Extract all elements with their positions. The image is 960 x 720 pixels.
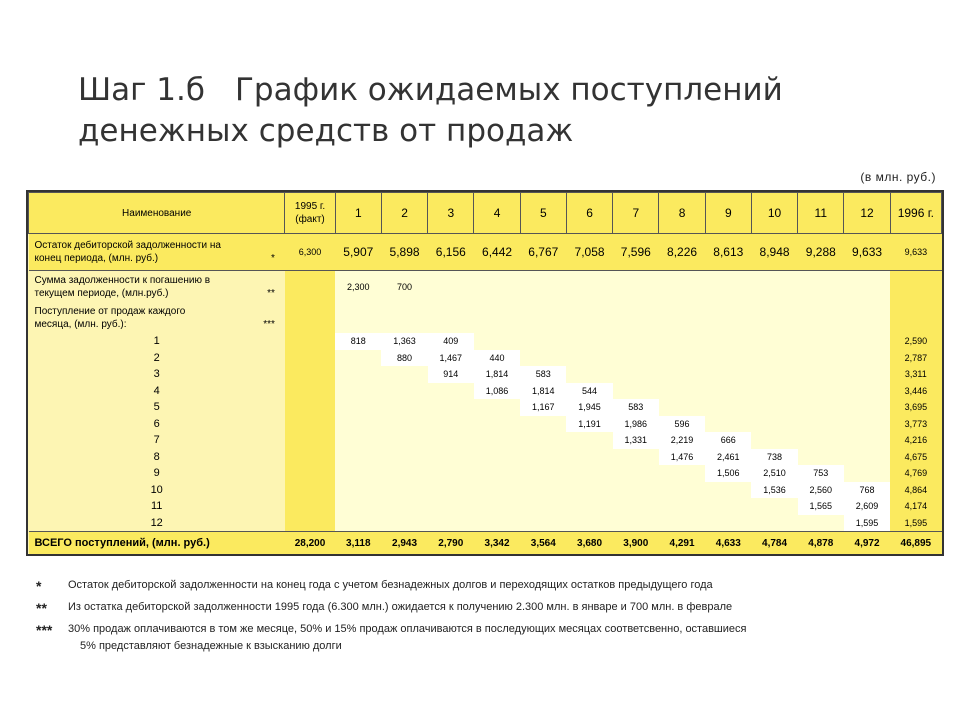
footnote-continuation: 5% представляют безнадежные к взысканию долги (80, 640, 342, 652)
month-receipts-row (29, 482, 942, 499)
receivables-month: 8,948 (751, 234, 797, 271)
month-row-empty (520, 465, 566, 482)
total-month: 2,790 (428, 532, 474, 555)
month-row-fact (285, 383, 335, 400)
sales-income-header-row (29, 303, 942, 333)
total-fact: 28,200 (285, 532, 335, 555)
month-row-value: 1,331 (613, 432, 659, 449)
month-row-empty (428, 449, 474, 466)
total-year: 46,895 (890, 532, 941, 555)
month-receipts-row (29, 416, 942, 433)
month-row-value: 1,363 (381, 333, 427, 350)
month-row-empty (335, 350, 381, 367)
repayment-month (798, 271, 844, 304)
receivables-label: Остаток дебиторской задолженности на конец периода, (млн. руб.) * (29, 234, 285, 271)
month-row-value: 2,560 (798, 482, 844, 499)
month-row-empty (844, 383, 890, 400)
repayment-month (566, 271, 612, 304)
month-row-label: 3 (153, 368, 160, 381)
title-step: Шаг 1.б (78, 72, 205, 108)
month-receipts-row (29, 449, 942, 466)
month-row-year: 4,216 (890, 432, 941, 449)
total-month: 4,633 (705, 532, 751, 555)
month-row-value: 2,219 (659, 432, 705, 449)
month-row-value: 409 (428, 333, 474, 350)
month-row-fact (285, 465, 335, 482)
repayment-month (705, 271, 751, 304)
month-row-empty (335, 383, 381, 400)
month-row-empty (751, 416, 797, 433)
month-row-label: 10 (150, 483, 163, 496)
month-row-empty (613, 350, 659, 367)
month-row-empty (798, 515, 844, 532)
month-row-value: 1,506 (705, 465, 751, 482)
month-row-empty (335, 465, 381, 482)
month-row-label: 1 (153, 335, 160, 348)
month-row-value: 596 (659, 416, 705, 433)
month-row-empty (798, 350, 844, 367)
footnote-text: Остаток дебиторской задолженности на конец года с учетом безнадежных долгов и переходящих остатков предыдущего года (68, 579, 713, 591)
month-row-label: 9 (153, 467, 160, 480)
month-row-year: 4,174 (890, 498, 941, 515)
month-row-label: 7 (153, 434, 160, 447)
total-month: 2,943 (381, 532, 427, 555)
sales-income-month (474, 303, 520, 333)
receivables-month: 9,288 (798, 234, 844, 271)
month-row-value: 1,536 (751, 482, 797, 499)
month-row-label: 2 (153, 351, 160, 364)
month-receipts-row (29, 399, 942, 416)
header-year: 1996 г. (890, 193, 941, 234)
sales-income-fact (285, 303, 335, 333)
month-row-value: 1,945 (566, 399, 612, 416)
month-receipts-row (29, 383, 942, 400)
month-row-empty (381, 366, 427, 383)
month-row-value: 440 (474, 350, 520, 367)
month-row-empty (751, 350, 797, 367)
month-row-empty (428, 399, 474, 416)
month-row-empty (381, 465, 427, 482)
month-row-value: 1,814 (520, 383, 566, 400)
footnote-text: Из остатка дебиторской задолженности 1995 года (6.300 млн.) ожидается к получению 2.300 млн. в январе и 700 млн. в феврале (68, 601, 733, 613)
month-row-empty (428, 432, 474, 449)
month-row-empty (428, 482, 474, 499)
month-row-value: 544 (566, 383, 612, 400)
month-row-empty (613, 498, 659, 515)
receivables-month: 7,058 (566, 234, 612, 271)
month-row-empty (798, 366, 844, 383)
total-month: 3,342 (474, 532, 520, 555)
month-row-empty (381, 498, 427, 515)
month-row-year: 3,773 (890, 416, 941, 433)
month-row-fact (285, 515, 335, 532)
total-row (29, 532, 942, 555)
month-row-fact (285, 416, 335, 433)
header-name: Наименование (29, 193, 285, 234)
month-row-empty (335, 482, 381, 499)
sales-income-month (613, 303, 659, 333)
month-row-empty (566, 482, 612, 499)
receivables-month: 6,156 (428, 234, 474, 271)
month-row-empty (751, 515, 797, 532)
footnote-mark: * (36, 578, 42, 594)
repayment-month (613, 271, 659, 304)
month-row-value: 753 (798, 465, 844, 482)
month-receipts-row (29, 515, 942, 532)
repayment-fact (285, 271, 335, 304)
month-row-fact (285, 482, 335, 499)
month-row-empty (751, 432, 797, 449)
month-row-empty (613, 515, 659, 532)
month-row-empty (381, 432, 427, 449)
repayment-month: 700 (381, 271, 427, 304)
month-row-empty (335, 416, 381, 433)
header-month: 4 (474, 193, 520, 234)
month-row-year: 3,695 (890, 399, 941, 416)
month-row-empty (520, 449, 566, 466)
month-row-empty (474, 498, 520, 515)
month-row-empty (520, 432, 566, 449)
header-month: 1 (335, 193, 381, 234)
month-row-empty (659, 399, 705, 416)
month-row-fact (285, 432, 335, 449)
month-row-empty (659, 350, 705, 367)
repayment-year (890, 271, 941, 304)
header-month: 10 (751, 193, 797, 234)
month-row-fact (285, 350, 335, 367)
month-row-empty (474, 482, 520, 499)
month-row-empty (844, 465, 890, 482)
total-month: 4,878 (798, 532, 844, 555)
month-row-value: 1,467 (428, 350, 474, 367)
month-row-empty (381, 399, 427, 416)
repayment-month (474, 271, 520, 304)
month-row-empty (844, 449, 890, 466)
month-row-empty (659, 333, 705, 350)
month-row-value: 768 (844, 482, 890, 499)
header-month: 3 (428, 193, 474, 234)
month-row-empty (566, 432, 612, 449)
month-row-label: 12 (150, 516, 163, 529)
month-row-empty (844, 333, 890, 350)
month-row-empty (335, 515, 381, 532)
sales-income-month (335, 303, 381, 333)
month-row-value: 818 (335, 333, 381, 350)
month-row-value: 666 (705, 432, 751, 449)
month-row-empty (751, 383, 797, 400)
month-row-empty (474, 416, 520, 433)
sales-income-month (844, 303, 890, 333)
month-row-empty (613, 333, 659, 350)
month-row-empty (751, 498, 797, 515)
month-row-empty (751, 333, 797, 350)
month-row-empty (428, 383, 474, 400)
month-row-year: 3,446 (890, 383, 941, 400)
month-row-empty (474, 449, 520, 466)
month-row-empty (335, 366, 381, 383)
month-row-empty (659, 383, 705, 400)
receivables-month: 5,898 (381, 234, 427, 271)
month-row-value: 1,595 (844, 515, 890, 532)
month-row-value: 2,609 (844, 498, 890, 515)
month-row-value: 1,814 (474, 366, 520, 383)
header-month: 9 (705, 193, 751, 234)
month-receipts-row (29, 366, 942, 383)
repayment-label: Сумма задолженности к погашению в текущем периоде, (млн.руб.) ** (34, 275, 275, 299)
receivables-month: 8,226 (659, 234, 705, 271)
footnote-text: 30% продаж оплачиваются в том же месяце, 50% и 15% продаж оплачиваются в последующих месяцах соответсвенно, оставшиеся (68, 623, 747, 635)
total-month: 4,291 (659, 532, 705, 555)
month-row-empty (659, 366, 705, 383)
month-row-empty (520, 482, 566, 499)
month-row-empty (474, 515, 520, 532)
month-row-empty (381, 482, 427, 499)
slide-title (78, 70, 783, 152)
month-row-empty (798, 432, 844, 449)
footnote-mark: *** (36, 622, 53, 638)
repayment-month (659, 271, 705, 304)
month-row-empty (798, 383, 844, 400)
month-row-fact (285, 399, 335, 416)
month-row-empty (844, 366, 890, 383)
month-row-empty (751, 399, 797, 416)
month-row-value: 2,461 (705, 449, 751, 466)
month-row-empty (381, 515, 427, 532)
month-row-empty (844, 432, 890, 449)
header-month: 6 (566, 193, 612, 234)
month-row-label: 6 (153, 417, 160, 430)
month-row-empty (566, 366, 612, 383)
month-row-year: 4,675 (890, 449, 941, 466)
receivables-month: 6,767 (520, 234, 566, 271)
receivables-month: 8,613 (705, 234, 751, 271)
month-row-empty (659, 498, 705, 515)
month-row-value: 1,191 (566, 416, 612, 433)
month-row-empty (613, 366, 659, 383)
receivables-fact: 6,300 (285, 234, 335, 271)
receivables-month: 9,633 (844, 234, 890, 271)
month-row-value: 2,510 (751, 465, 797, 482)
month-row-value: 1,086 (474, 383, 520, 400)
month-row-year: 3,311 (890, 366, 941, 383)
receivables-year: 9,633 (890, 234, 941, 271)
month-row-year: 2,787 (890, 350, 941, 367)
month-row-empty (705, 515, 751, 532)
month-receipts-row (29, 350, 942, 367)
month-row-empty (798, 399, 844, 416)
sales-income-month (659, 303, 705, 333)
month-row-value: 914 (428, 366, 474, 383)
month-row-empty (613, 482, 659, 499)
month-row-label: 4 (153, 384, 160, 397)
month-row-empty (705, 366, 751, 383)
month-row-empty (566, 333, 612, 350)
month-row-empty (381, 449, 427, 466)
month-row-empty (798, 416, 844, 433)
header-fact: 1995 г. (факт) (285, 193, 335, 234)
total-month: 3,900 (613, 532, 659, 555)
month-row-empty (566, 350, 612, 367)
month-row-value: 1,565 (798, 498, 844, 515)
footnote-mark: ** (36, 600, 47, 616)
sales-income-month (566, 303, 612, 333)
month-row-fact (285, 366, 335, 383)
month-row-year: 4,864 (890, 482, 941, 499)
month-row-value: 880 (381, 350, 427, 367)
month-row-empty (474, 399, 520, 416)
header-month: 2 (381, 193, 427, 234)
month-row-value: 1,167 (520, 399, 566, 416)
month-row-empty (659, 515, 705, 532)
table-header-row (29, 193, 942, 234)
receivables-month: 6,442 (474, 234, 520, 271)
repayment-row (29, 271, 942, 304)
total-label: ВСЕГО поступлений, (млн. руб.) (29, 532, 285, 555)
month-row-empty (381, 416, 427, 433)
total-month: 4,972 (844, 532, 890, 555)
month-row-empty (335, 432, 381, 449)
month-row-year: 4,769 (890, 465, 941, 482)
repayment-month (751, 271, 797, 304)
month-row-empty (613, 465, 659, 482)
month-row-value: 583 (613, 399, 659, 416)
units-label: (в млн. руб.) (860, 170, 936, 184)
month-row-empty (335, 449, 381, 466)
repayment-month (428, 271, 474, 304)
total-month: 3,680 (566, 532, 612, 555)
receivables-month: 7,596 (613, 234, 659, 271)
month-receipts-row (29, 333, 942, 350)
header-month: 11 (798, 193, 844, 234)
month-row-fact (285, 333, 335, 350)
receivables-month: 5,907 (335, 234, 381, 271)
month-row-label: 8 (153, 450, 160, 463)
total-month: 3,118 (335, 532, 381, 555)
month-row-empty (705, 333, 751, 350)
month-row-empty (844, 416, 890, 433)
month-row-fact (285, 449, 335, 466)
month-row-empty (566, 498, 612, 515)
month-row-empty (659, 465, 705, 482)
month-row-empty (566, 515, 612, 532)
month-row-empty (705, 350, 751, 367)
month-row-empty (705, 482, 751, 499)
month-row-empty (705, 399, 751, 416)
month-receipts-row (29, 432, 942, 449)
total-month: 3,564 (520, 532, 566, 555)
month-row-empty (659, 482, 705, 499)
sales-income-year (890, 303, 941, 333)
month-row-empty (844, 350, 890, 367)
sales-income-month (705, 303, 751, 333)
month-row-empty (566, 449, 612, 466)
month-row-empty (520, 350, 566, 367)
month-row-value: 738 (751, 449, 797, 466)
month-row-empty (474, 465, 520, 482)
month-row-empty (844, 399, 890, 416)
sales-income-month (520, 303, 566, 333)
month-row-value: 1,986 (613, 416, 659, 433)
sales-income-label: Поступление от продаж каждого месяца, (млн. руб.): *** (34, 306, 275, 330)
month-row-empty (613, 449, 659, 466)
title-line2: денежных средств от продаж (78, 113, 574, 149)
header-month: 5 (520, 193, 566, 234)
month-row-empty (798, 449, 844, 466)
month-row-empty (335, 498, 381, 515)
month-row-empty (520, 416, 566, 433)
repayment-month: 2,300 (335, 271, 381, 304)
month-row-empty (428, 498, 474, 515)
title-line1: График ожидаемых поступлений (234, 72, 783, 108)
month-row-empty (566, 465, 612, 482)
month-row-label: 5 (153, 401, 160, 414)
month-row-empty (798, 333, 844, 350)
month-row-empty (474, 432, 520, 449)
month-receipts-row (29, 465, 942, 482)
cash-receipts-table (26, 190, 944, 556)
month-row-empty (428, 465, 474, 482)
month-row-empty (335, 399, 381, 416)
total-month: 4,784 (751, 532, 797, 555)
month-row-year: 1,595 (890, 515, 941, 532)
month-row-empty (428, 416, 474, 433)
month-row-empty (428, 515, 474, 532)
sales-income-month (751, 303, 797, 333)
sales-income-month (798, 303, 844, 333)
month-row-value: 1,476 (659, 449, 705, 466)
month-row-empty (474, 333, 520, 350)
month-row-empty (705, 383, 751, 400)
month-row-empty (520, 498, 566, 515)
month-row-year: 2,590 (890, 333, 941, 350)
month-row-empty (520, 333, 566, 350)
header-month: 8 (659, 193, 705, 234)
month-row-fact (285, 498, 335, 515)
receivables-row (29, 234, 942, 271)
month-row-empty (613, 383, 659, 400)
repayment-month (844, 271, 890, 304)
month-row-empty (751, 366, 797, 383)
month-row-empty (705, 498, 751, 515)
month-receipts-row (29, 498, 942, 515)
header-month: 12 (844, 193, 890, 234)
header-month: 7 (613, 193, 659, 234)
sales-income-month (428, 303, 474, 333)
sales-income-month (381, 303, 427, 333)
repayment-month (520, 271, 566, 304)
month-row-value: 583 (520, 366, 566, 383)
month-row-empty (705, 416, 751, 433)
month-row-empty (381, 383, 427, 400)
month-row-empty (520, 515, 566, 532)
month-row-label: 11 (150, 500, 163, 513)
